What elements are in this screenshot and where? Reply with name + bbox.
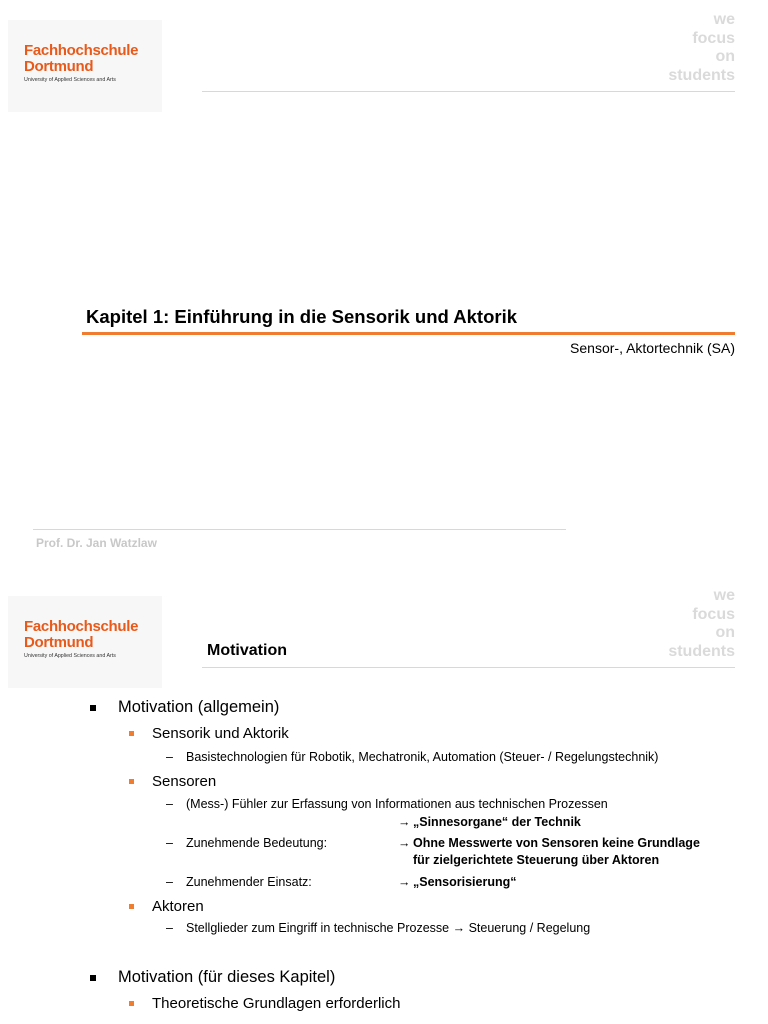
slide-title: Motivation: [207, 642, 287, 659]
tagline-word: on: [715, 48, 735, 65]
bullet-text: Steuerung / Regelung: [468, 921, 591, 935]
arrow-icon: →: [398, 836, 411, 850]
logo-line2: Dortmund: [24, 58, 94, 75]
bullet-text: Stellglieder zum Eingriff in technische Prozesse: [186, 921, 450, 935]
motivation-slide: [0, 576, 768, 1024]
orange-bullet: [129, 731, 134, 736]
dash-bullet: –: [166, 921, 173, 935]
tagline-word: students: [668, 642, 735, 660]
tagline: [668, 11, 735, 85]
tagline-word: focus: [692, 29, 735, 47]
tagline-word: focus: [692, 605, 735, 623]
bullet-item: [186, 921, 590, 935]
arrow-text: „Sinnesorgane“ der Technik: [413, 815, 581, 829]
arrow-icon: →: [398, 815, 411, 829]
logo-name: [24, 43, 138, 75]
bullet-item: (Mess-) Fühler zur Erfassung von Informationen aus technischen Prozessen: [186, 797, 608, 811]
bullet-item: Sensorik und Aktorik: [152, 725, 289, 742]
arrow-text: „Sensorisierung“: [413, 875, 517, 889]
orange-bullet: [129, 904, 134, 909]
bullet-item: Motivation (für dieses Kapitel): [118, 968, 336, 986]
logo-subtitle: University of Applied Sciences and Arts: [24, 653, 116, 659]
logo-subtitle: University of Applied Sciences and Arts: [24, 77, 116, 83]
chapter-title: Kapitel 1: Einführung in die Sensorik und Aktorik: [86, 306, 518, 327]
bullet-item: Sensoren: [152, 773, 217, 790]
tagline-word: on: [715, 624, 735, 641]
footer-divider: [33, 529, 566, 530]
orange-bullet: [129, 779, 134, 784]
dash-bullet: –: [166, 836, 173, 850]
logo-line2: Dortmund: [24, 634, 94, 651]
arrow-text: für zielgerichtete Steuerung über Aktoren: [413, 853, 660, 867]
tagline-word: students: [668, 66, 735, 84]
bullet-item: Zunehmender Einsatz:: [186, 875, 312, 889]
dash-bullet: –: [166, 797, 173, 811]
logo-line1: Fachhochschule: [24, 618, 139, 635]
author-name: Prof. Dr. Jan Watzlaw: [36, 536, 157, 550]
square-bullet: [90, 705, 96, 711]
dash-bullet: –: [166, 750, 173, 764]
logo-line1: Fachhochschule: [24, 42, 139, 59]
orange-bullet: [129, 1001, 134, 1006]
square-bullet: [90, 975, 96, 981]
arrow-icon: →: [452, 921, 469, 935]
bullet-item: Basistechnologien für Robotik, Mechatronik, Automation (Steuer- / Regelungstechnik): [186, 750, 659, 764]
arrow-icon: →: [398, 875, 411, 889]
tagline-word: we: [713, 11, 735, 28]
bullet-item: Zunehmende Bedeutung:: [186, 836, 328, 850]
course-name: Sensor-, Aktortechnik (SA): [570, 340, 735, 356]
bullet-item: Motivation (allgemein): [118, 698, 280, 716]
header-divider: [202, 91, 735, 92]
arrow-text: Ohne Messwerte von Sensoren keine Grundlage: [413, 836, 700, 850]
dash-bullet: –: [166, 875, 173, 889]
bullet-item: Aktoren: [152, 898, 204, 915]
bullet-item: Theoretische Grundlagen erforderlich: [152, 995, 401, 1012]
slide-content: [0, 576, 768, 1024]
title-underline: [82, 332, 735, 335]
tagline-word: we: [713, 587, 735, 604]
